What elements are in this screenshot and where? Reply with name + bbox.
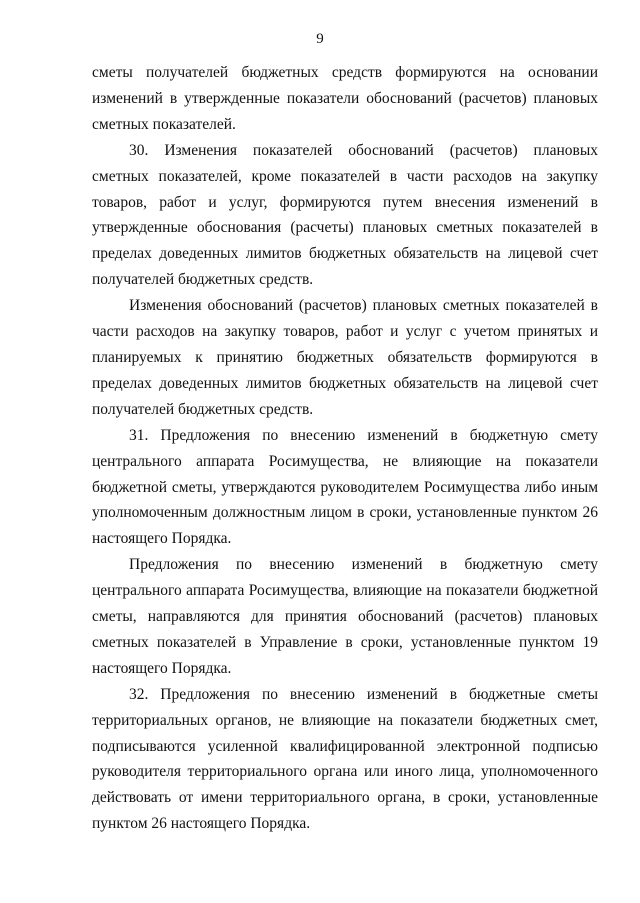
paragraph-30: 30. Изменения показателей обоснований (расчетов) плановых сметных показателей, кроме показателей в части расходов на закупку товаров, работ и услуг, формируются путем внесения изменений в утвержденные обоснования (расчеты) плановых сметных показателей в пределах доведенных лимитов бюджетных обязательств на лицевой счет получателей бюджетных средств.	[92, 141, 598, 289]
paragraph-31-part-2: Предложения по внесению изменений в бюджетную смету центрального аппарата Росимущества, влияющие на показатели бюджетной сметы, направляются для принятия обоснований (расчетов) плановых сметных показателей в Управление в сроки, установленные пунктом 19 настоящего Порядка.	[92, 556, 598, 677]
document-body	[92, 60, 598, 837]
paragraph-30-part-2: Изменения обоснований (расчетов) плановых сметных показателей в части расходов на закупку товаров, работ и услуг с учетом принятых и планируемых к принятию бюджетных обязательств формируются в пределах доведенных лимитов бюджетных обязательств на лицевой счет получателей бюджетных средств.	[92, 297, 598, 418]
paragraph-31: 31. Предложения по внесению изменений в бюджетную смету центрального аппарата Росимущества, не влияющие на показатели бюджетной сметы, утверждаются руководителем Росимущества либо иным уполномоченным должностным лицом в сроки, установленные пунктом 26 настоящего Порядка.	[92, 426, 598, 548]
page-number: 9	[316, 31, 324, 47]
paragraph-continuation: сметы получателей бюджетных средств формируются на основании изменений в утвержденные показатели обоснований (расчетов) плановых сметных показателей.	[92, 64, 598, 133]
paragraph-32: 32. Предложения по внесению изменений в бюджетные сметы территориальных органов, не влияющие на показатели бюджетных смет, подписываются усиленной квалифицированной электронной подписью руководителя территориального органа или иного лица, уполномоченного действовать от имени территориального органа, в сроки, установленные пунктом 26 настоящего Порядка.	[92, 685, 598, 833]
